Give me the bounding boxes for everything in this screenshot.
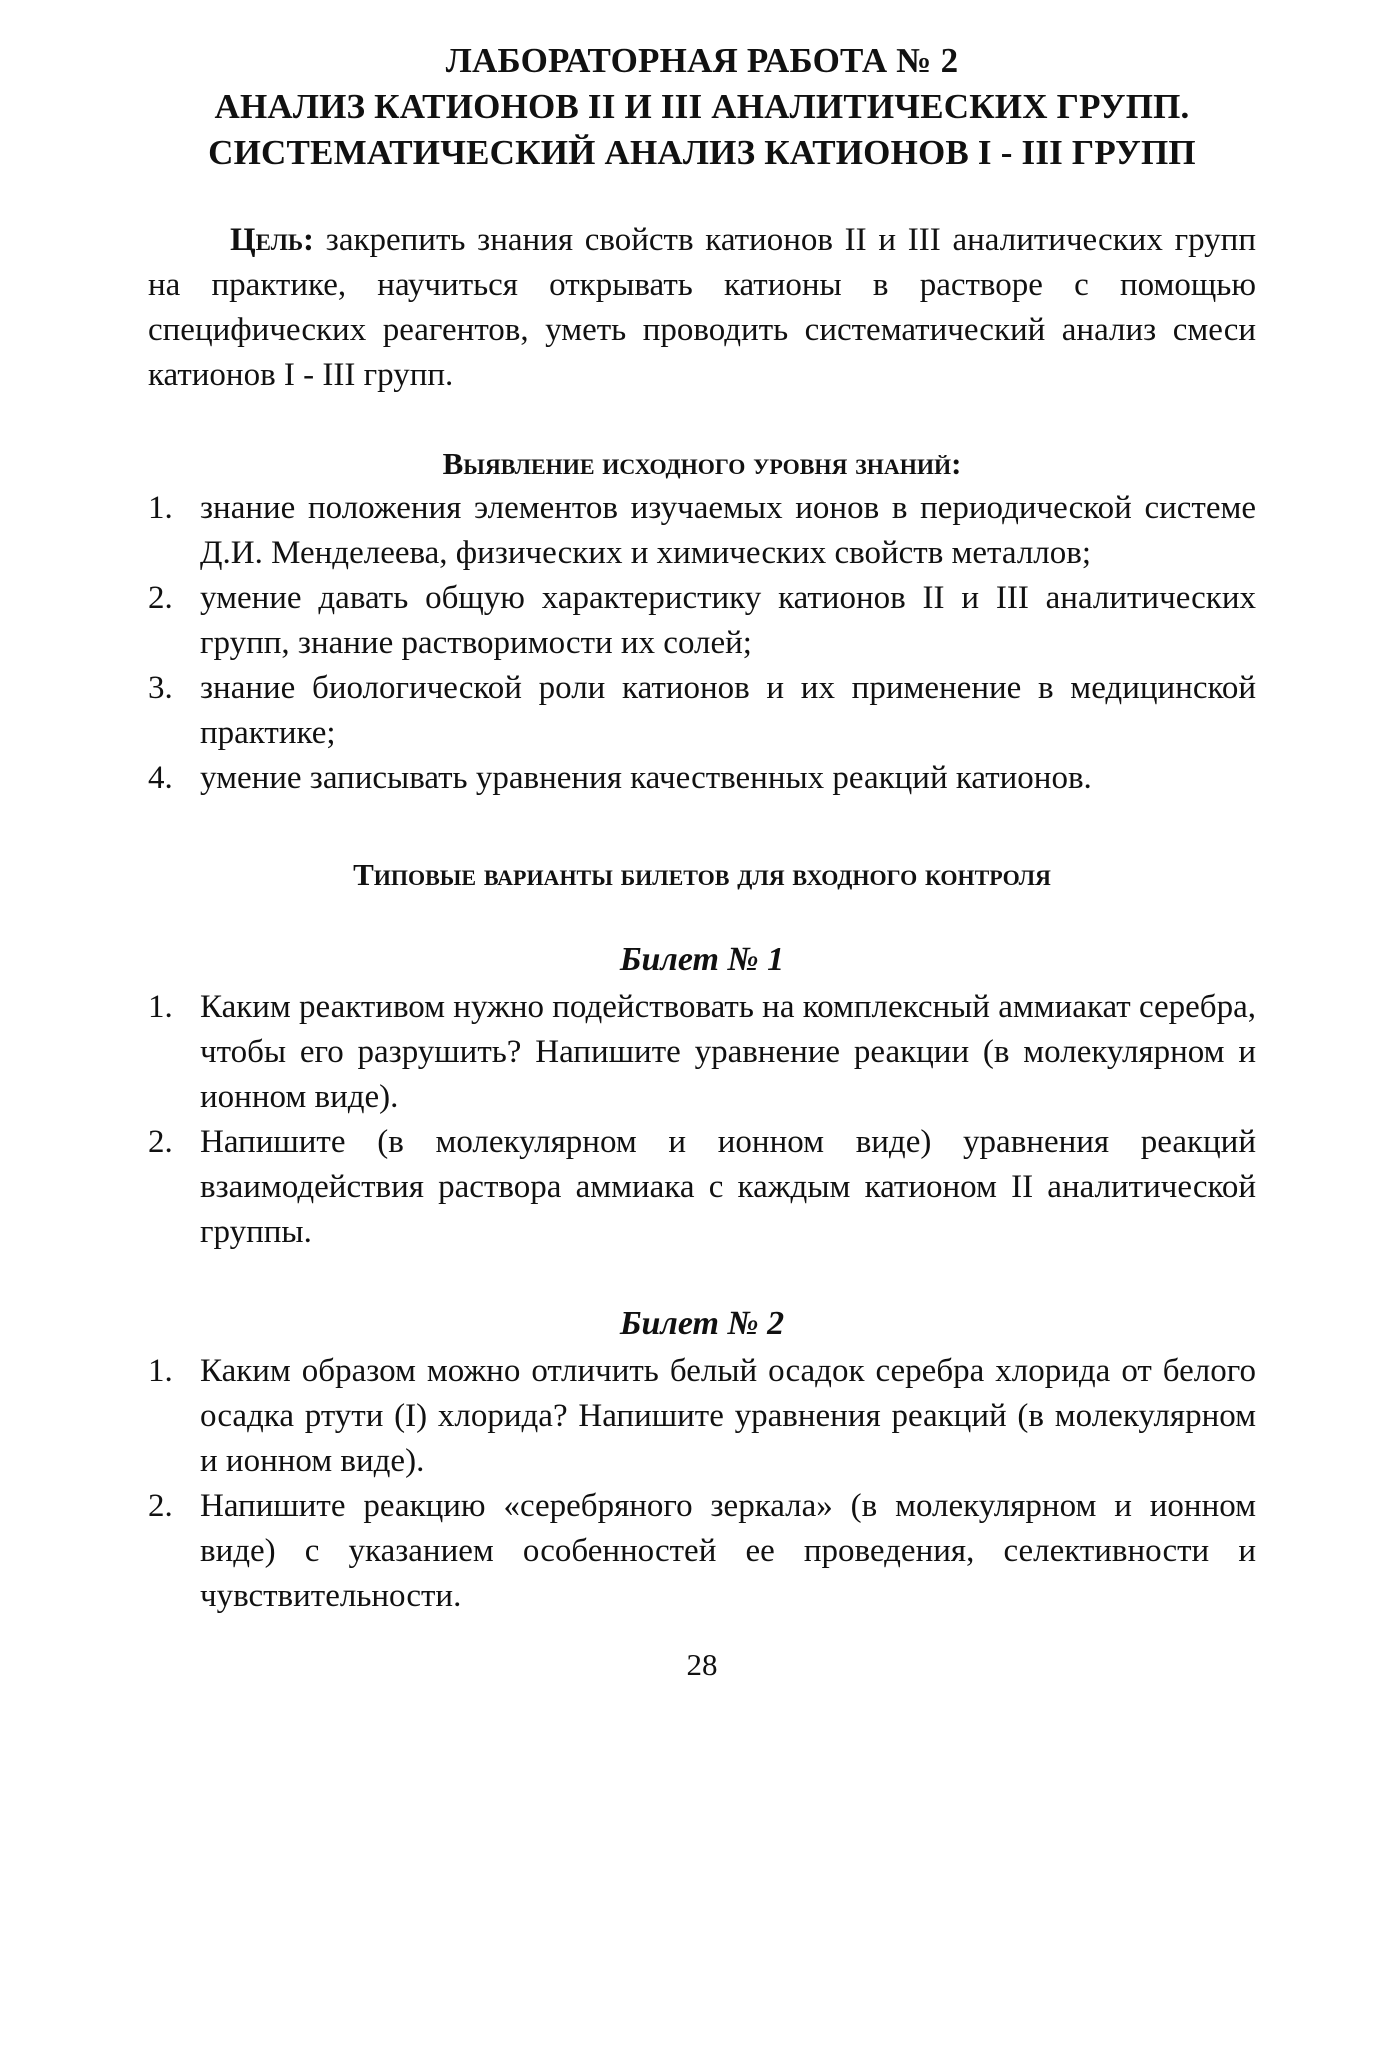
knowledge-level-heading: Выявление исходного уровня знаний: xyxy=(442,446,962,481)
title-line-1: ЛАБОРАТОРНАЯ РАБОТА № 2 xyxy=(445,41,959,80)
item-number: 3. xyxy=(148,670,173,706)
item-text: умение записывать уравнения качественных реакций катионов. xyxy=(200,760,1092,796)
ticket-title: Билет № 2 xyxy=(619,1305,785,1342)
goal-text: закрепить знания свойств катионов II и III аналитических групп на практике, научиться открывать катионы в растворе с помощью специфических реагентов, уметь проводить систематический анализ смеси катионов I - III групп. xyxy=(148,222,1256,393)
list-item xyxy=(148,1484,1256,1619)
list-item xyxy=(148,985,1256,1120)
item-text: знание биологической роли катионов и их применение в медицинской практике; xyxy=(200,670,1256,751)
item-text: Напишите (в молекулярном и ионном виде) уравнения реакций взаимодействия раствора аммиака с каждым катионом II аналитической группы. xyxy=(200,1124,1256,1250)
ticket-questions xyxy=(148,985,1256,1255)
item-number: 1. xyxy=(148,490,173,526)
list-item xyxy=(148,576,1256,666)
knowledge-level-list xyxy=(148,486,1256,801)
item-text: знание положения элементов изучаемых ионов в периодической системе Д.И. Менделеева, физических и химических свойств металлов; xyxy=(200,490,1256,571)
list-item xyxy=(148,1120,1256,1255)
title-line-3: СИСТЕМАТИЧЕСКИЙ АНАЛИЗ КАТИОНОВ I - III ГРУПП xyxy=(208,133,1196,172)
list-item xyxy=(148,756,1256,801)
ticket-2 xyxy=(148,1301,1256,1619)
item-text: Напишите реакцию «серебряного зеркала» (в молекулярном и ионном виде) с указанием особенностей ее проведения, селективности и чувствительности. xyxy=(200,1488,1256,1614)
item-text: Каким реактивом нужно подействовать на комплексный аммиакат серебра, чтобы его разрушить? Напишите уравнение реакции (в молекулярном и ионном виде). xyxy=(200,989,1256,1115)
ticket-1 xyxy=(148,937,1256,1255)
list-item xyxy=(148,666,1256,756)
page-number: 28 xyxy=(686,1647,718,1682)
item-text: Каким образом можно отличить белый осадок серебра хлорида от белого осадка ртути (I) хлорида? Напишите уравнения реакций (в молекулярном и ионном виде). xyxy=(200,1353,1256,1479)
title-line-2: АНАЛИЗ КАТИОНОВ II И III АНАЛИТИЧЕСКИХ ГРУПП. xyxy=(214,87,1190,126)
tickets-heading: Типовые варианты билетов для входного контроля xyxy=(353,857,1051,892)
item-number: 2. xyxy=(148,1124,173,1160)
item-number: 2. xyxy=(148,1488,173,1524)
item-text: умение давать общую характеристику катионов II и III аналитических групп, знание растворимости их солей; xyxy=(200,580,1256,661)
ticket-title: Билет № 1 xyxy=(619,941,785,978)
goal-label: Цель: xyxy=(230,222,315,258)
list-item xyxy=(148,486,1256,576)
lab-title xyxy=(148,38,1256,176)
ticket-questions xyxy=(148,1349,1256,1619)
item-number: 1. xyxy=(148,1353,173,1389)
list-item xyxy=(148,1349,1256,1484)
item-number: 1. xyxy=(148,989,173,1025)
document-page xyxy=(148,38,1256,1683)
item-number: 4. xyxy=(148,760,173,796)
item-number: 2. xyxy=(148,580,173,616)
goal-paragraph xyxy=(148,218,1256,398)
